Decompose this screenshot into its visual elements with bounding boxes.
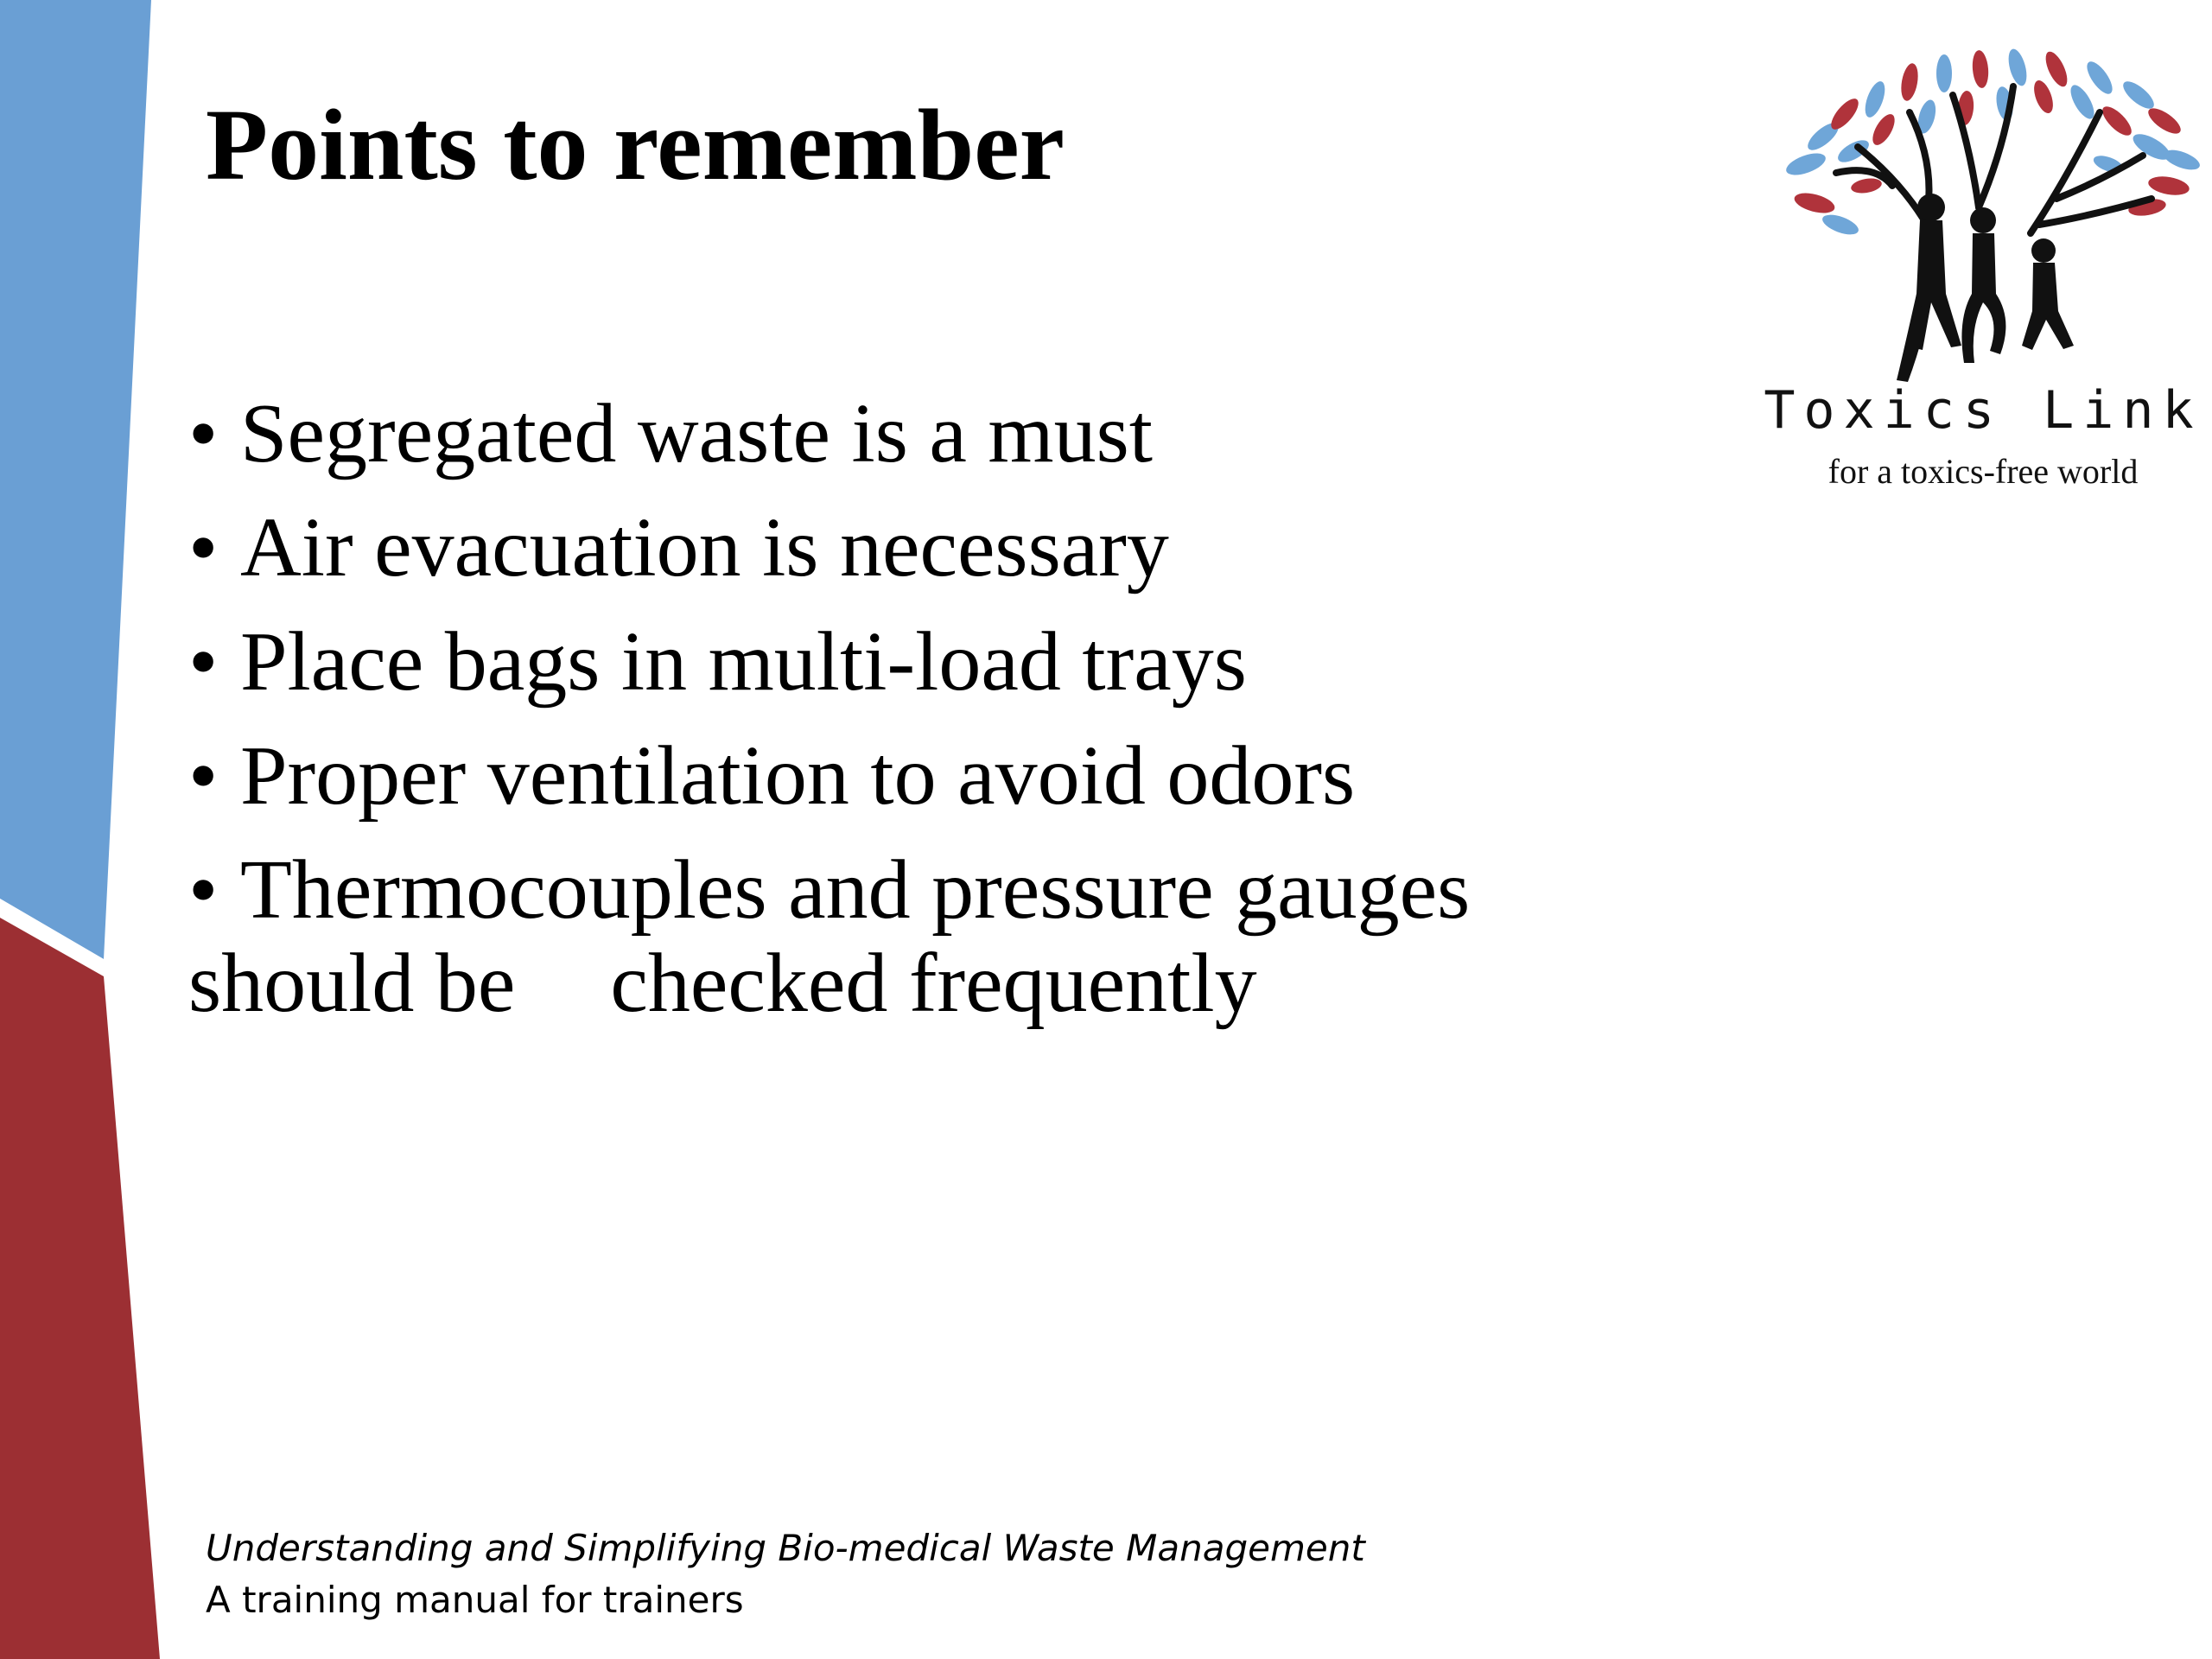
blue-band-shape: [0, 0, 151, 959]
bullet-item: [188, 501, 1571, 594]
bullet-item: [188, 729, 1571, 823]
slide-title: Points to remember: [206, 88, 1065, 201]
leaves: [1783, 47, 2202, 238]
bullet-symbol: •: [188, 615, 219, 709]
logo-tagline: for a toxics-free world: [1827, 452, 2139, 491]
bullet-text: Segregated waste is a must: [240, 387, 1153, 480]
bullet-symbol: •: [188, 843, 219, 937]
logo-name: Toxics Link: [1764, 380, 2202, 441]
bullet-list: [188, 387, 1571, 1051]
bullet-text: Place bags in multi-load trays: [240, 615, 1247, 709]
footer: [206, 1522, 1365, 1626]
bullet-item: [188, 615, 1571, 709]
bullet-item: [188, 843, 1571, 1030]
bullet-text-continuation: should be: [188, 937, 516, 1030]
bullet-text: Air evacuation is necessary: [240, 501, 1169, 594]
bullet-text-continuation: checked frequently: [610, 937, 1257, 1030]
bullet-item: [188, 387, 1571, 480]
left-decorative-band: [0, 0, 173, 1659]
bullet-text: Thermocouples and pressure gauges: [240, 843, 1471, 937]
bullet-symbol: •: [188, 729, 219, 823]
bullet-symbol: •: [188, 501, 219, 594]
red-band-shape: [0, 918, 160, 1659]
footer-manual-subtitle: A training manual for trainers: [206, 1579, 744, 1621]
bullet-text: Proper ventilation to avoid odors: [240, 729, 1356, 823]
footer-manual-title: Understanding and Simplifying Bio-medical Waste Management: [206, 1527, 1365, 1569]
bullet-symbol: •: [188, 387, 219, 480]
